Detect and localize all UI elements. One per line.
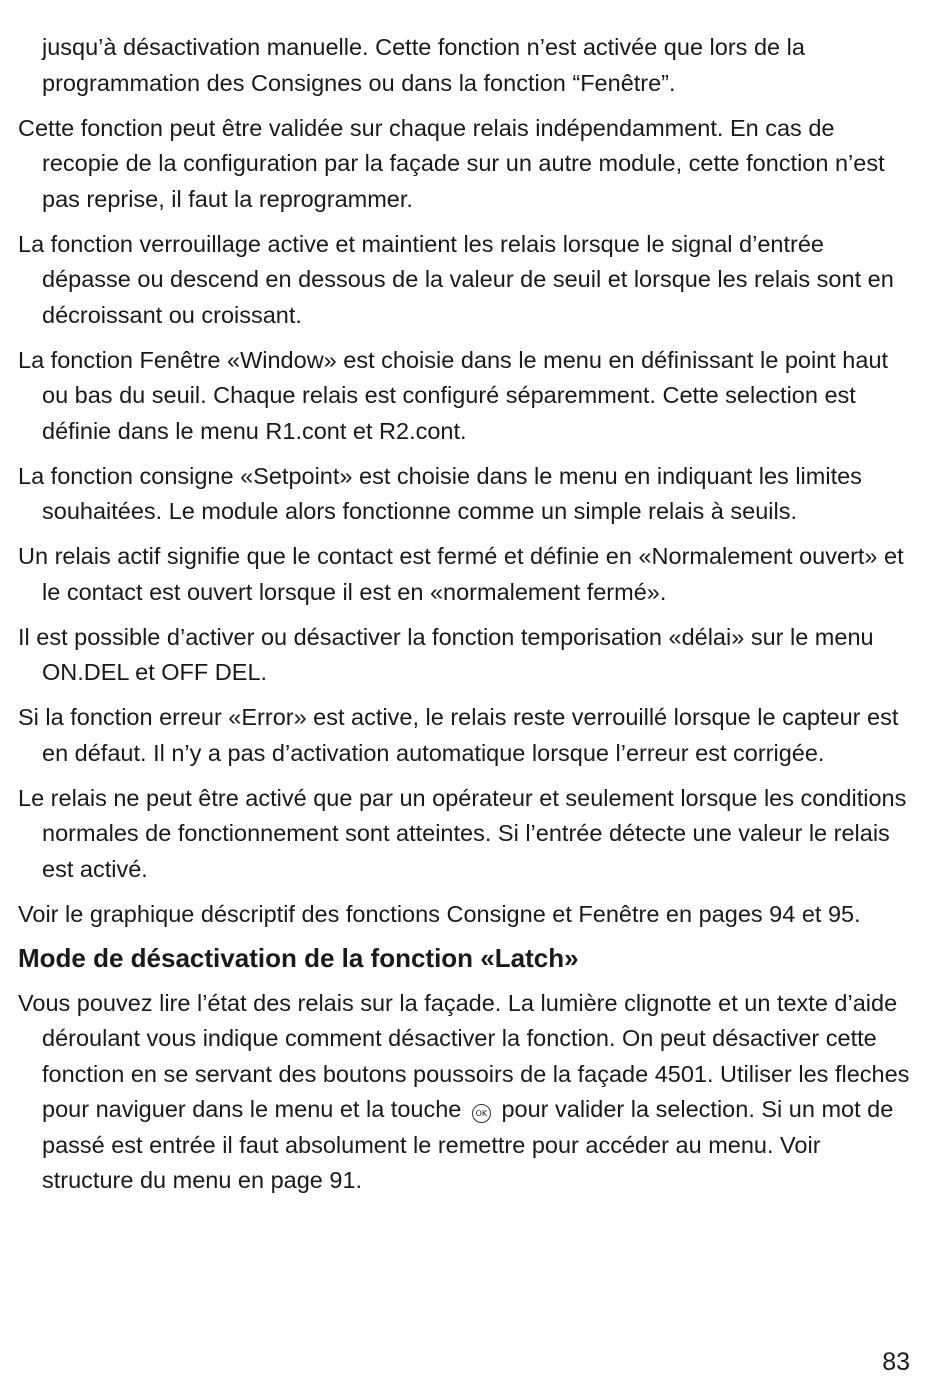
- paragraph: La fonction consigne «Setpoint» est choisie dans le menu en indiquant les limites souhaitées. Le module alors fonctionne comme un simple relais à seuils.: [18, 462, 862, 524]
- paragraph: Cette fonction peut être validée sur chaque relais indépendamment. En cas de recopie de la configuration par la façade sur un autre module, cette fonction n’est pas reprise, il faut la reprogrammer.: [18, 114, 885, 212]
- document-page: [18, 30, 918, 1208]
- paragraph: Voir le graphique déscriptif des fonctions Consigne et Fenêtre en pages 94 et 95.: [18, 900, 861, 927]
- paragraph: Le relais ne peut être activé que par un opérateur et seulement lorsque les conditions normales de fonctionnement sont atteintes. Si l’entrée détecte une valeur le relais est activé.: [18, 784, 907, 882]
- page-number: 83: [882, 1348, 910, 1376]
- paragraph: La fonction verrouillage active et maintient les relais lorsque le signal d’entrée dépasse ou descend en dessous de la valeur de seuil et lorsque les relais sont en décroissant ou croissant.: [18, 230, 894, 328]
- ok-button-icon: OK: [472, 1104, 491, 1123]
- section-text-after-icon: pour valider la selection. Si un mot de passé est entrée il faut absolument le remettre pour accéder au menu. Voir structure du menu en page 91.: [42, 1096, 894, 1193]
- paragraph: jusqu’à désactivation manuelle. Cette fonction n’est activée que lors de la programmation des Consignes ou dans la fonction “Fenêtre”.: [42, 34, 805, 96]
- paragraph: Si la fonction erreur «Error» est active, le relais reste verrouillé lorsque le capteur est en défaut. Il n’y a pas d’activation automatique lorsque l’erreur est corrigée.: [18, 704, 899, 766]
- paragraph: Un relais actif signifie que le contact est fermé et définie en «Normalement ouvert» et le contact est ouvert lorsque il est en «normalement fermé».: [18, 543, 904, 605]
- paragraph: La fonction Fenêtre «Window» est choisie dans le menu en définissant le point haut ou bas du seuil. Chaque relais est configuré séparemment. Cette selection est définie dans le menu R1.cont et R2.cont.: [18, 346, 889, 444]
- section-paragraph: [18, 986, 918, 1199]
- section-text-before-icon: Vous pouvez lire l’état des relais sur la façade. La lumière clignotte et un texte d’aide déroulant vous indique comment désactiver la fonction. On peut désactiver cette fonction en se servant des boutons poussoirs de la façade 4501. Utiliser les fleches pour naviguer dans le menu et la touche: [18, 989, 910, 1122]
- section-heading: Mode de désactivation de la fonction «Latch»: [18, 942, 579, 973]
- paragraph: Il est possible d’activer ou désactiver la fonction temporisation «délai» sur le menu ON.DEL et OFF DEL.: [18, 623, 874, 685]
